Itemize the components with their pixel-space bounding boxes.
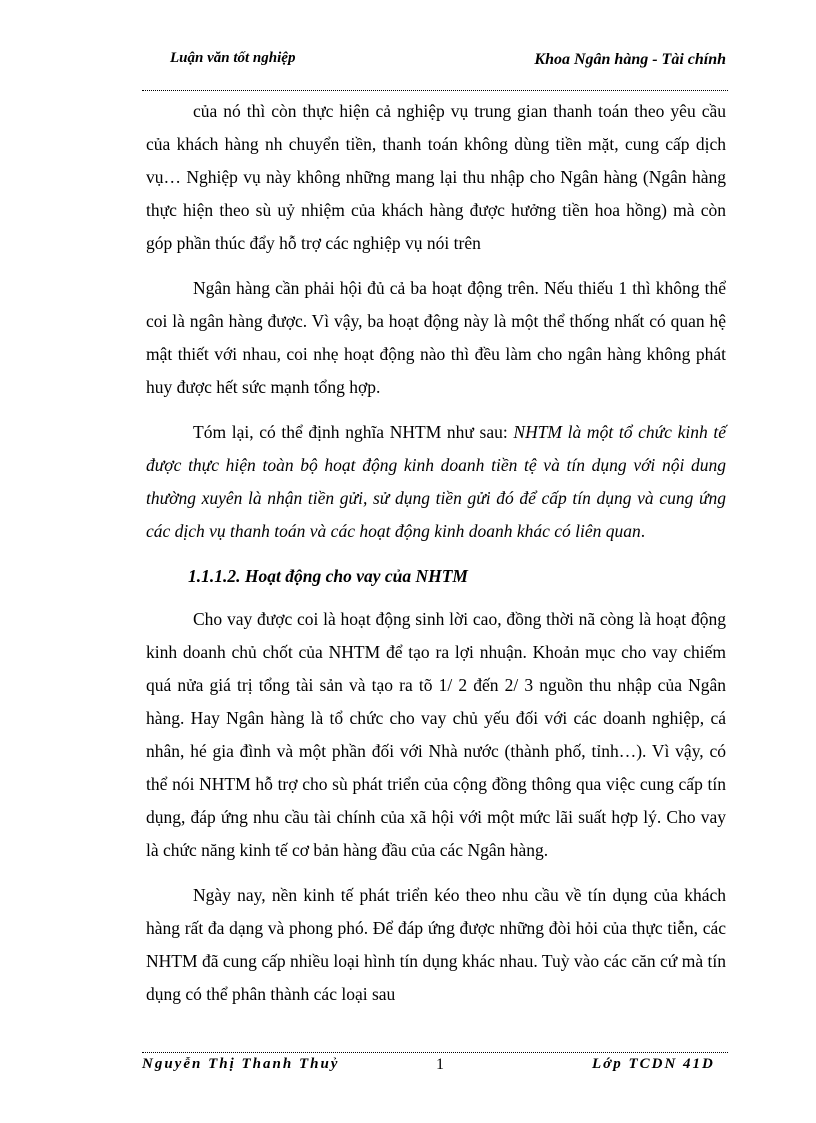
paragraph-2: Ngân hàng cần phải hội đủ cả ba hoạt động trên. Nếu thiếu 1 thì không thể coi là ngân hàng được. Vì vậy, ba hoạt động này là một thể thống nhất có quan hệ mật thiết với nhau, coi nhẹ hoạt động nào thì đều làm cho ngân hàng không phát huy được hết sức mạnh tổng hợp. (146, 278, 726, 397)
header-left: Luận văn tốt nghiệp (170, 50, 296, 66)
paragraph-3 (146, 416, 726, 548)
paragraph-5: Ngày nay, nền kinh tế phát triển kéo theo nhu cầu về tín dụng của khách hàng rất đa dạng và phong phó. Để đáp ứng được những đòi hỏi của thực tiễn, các NHTM đã cung cấp nhiều loại hình tín dụng khác nhau. Tuỳ vào các căn cứ mà tín dụng có thể phân thành các loại sau (146, 885, 726, 1004)
footer-author: Nguyễn Thị Thanh Thuỷ (142, 1056, 340, 1072)
section-heading: 1.1.1.2. Hoạt động cho vay của NHTM (188, 566, 468, 586)
paragraph-4: Cho vay được coi là hoạt động sinh lời cao, đồng thời nã còng là hoạt động kinh doanh chủ chốt của NHTM để tạo ra lợi nhuận. Khoản mục cho vay chiếm quá nửa giá trị tổng tài sản và tạo ra tõ 1/ 2 đến 2/ 3 nguồn thu nhập của Ngân hàng. Hay Ngân hàng là tổ chức cho vay chủ yếu đối với các doanh nghiệp, cá nhân, hé gia đình và một phần đối với Nhà nước (thành phố, tỉnh…). Vì vậy, có thể nói NHTM hỗ trợ cho sù phát triển của cộng đồng thông qua việc cung cấp tín dụng, đáp ứng nhu cầu tài chính của xã hội với một mức lãi suất hợp lý. Cho vay là chức năng kinh tế cơ bản hàng đầu của các Ngân hàng. (146, 609, 726, 860)
paragraph-3-end: . (640, 521, 646, 541)
footer-divider (142, 1052, 728, 1053)
page-number: 1 (436, 1056, 444, 1073)
footer-class: Lớp TCDN 41D (592, 1056, 715, 1072)
document-body (146, 95, 726, 1023)
header-divider (142, 90, 728, 91)
paragraph-1: của nó thì còn thực hiện cả nghiệp vụ trung gian thanh toán theo yêu cầu của khách hàng nh chuyển tiền, thanh toán không dùng tiền mặt, cung cấp dịch vụ… Nghiệp vụ này không những mang lại thu nhập cho Ngân hàng (Ngân hàng thực hiện theo sù uỷ nhiệm của khách hàng được hưởng tiền hoa hồng) mà còn góp phần thúc đẩy hỗ trợ các nghiệp vụ nói trên (146, 101, 726, 253)
paragraph-3-text: Tóm lại, có thể định nghĩa NHTM như sau: (193, 422, 514, 442)
header-right: Khoa Ngân hàng - Tài chính (534, 51, 726, 68)
nhtm-definition: NHTM là một tổ chức kinh tế được thực hiện toàn bộ hoạt động kinh doanh tiền tệ và tín dụng với nội dung thường xuyên là nhận tiền gửi, sử dụng tiền gửi đó để cấp tín dụng và cung ứng các dịch vụ thanh toán và các hoạt động kinh doanh khác có liên quan (146, 422, 726, 541)
